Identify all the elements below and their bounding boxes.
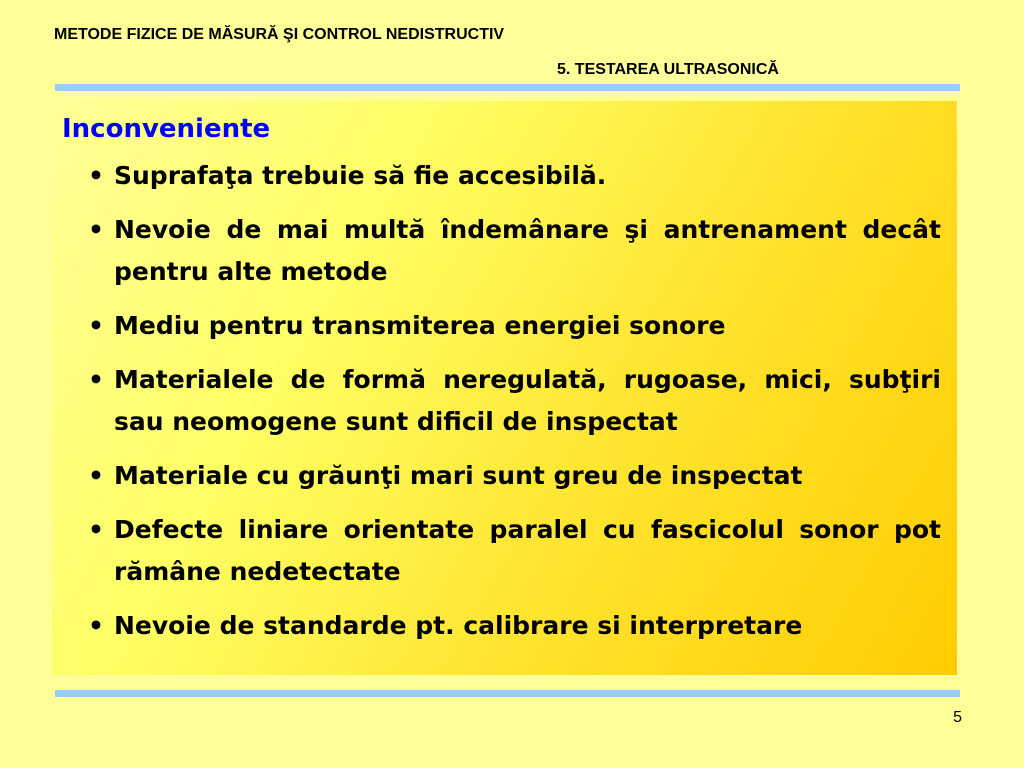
bullet-icon: • bbox=[88, 161, 104, 190]
list-item bbox=[62, 305, 941, 347]
bullet-icon: • bbox=[88, 365, 104, 394]
list-item bbox=[62, 359, 941, 443]
slide-header-title: METODE FIZICE DE MĂSURĂ ŞI CONTROL NEDISTRUCTIV bbox=[54, 26, 505, 43]
slide-section-subtitle: 5. TESTAREA ULTRASONICĂ bbox=[557, 61, 779, 78]
list-item bbox=[62, 209, 941, 293]
bullet-icon: • bbox=[88, 461, 104, 490]
list-item bbox=[62, 509, 941, 593]
page-number: 5 bbox=[953, 709, 962, 726]
list-item-text: Materialele de formă neregulată, rugoase, mici, subţiri sau neomogene sunt dificil de inspectat bbox=[114, 365, 941, 436]
list-item-text: Suprafaţa trebuie să fie accesibilă. bbox=[114, 161, 607, 190]
bottom-divider bbox=[55, 690, 960, 697]
list-item-text: Nevoie de mai multă îndemânare şi antrenament decât pentru alte metode bbox=[114, 215, 941, 286]
bullet-icon: • bbox=[88, 215, 104, 244]
list-item bbox=[62, 155, 941, 197]
bullet-icon: • bbox=[88, 611, 104, 640]
list-item bbox=[62, 605, 941, 647]
list-item-text: Materiale cu grăunţi mari sunt greu de inspectat bbox=[114, 461, 803, 490]
list-item bbox=[62, 455, 941, 497]
list-item-text: Defecte liniare orientate paralel cu fascicolul sonor pot rămâne nedetectate bbox=[114, 515, 941, 586]
list-item-text: Nevoie de standarde pt. calibrare si interpretare bbox=[114, 611, 803, 640]
bullet-list bbox=[62, 155, 941, 647]
top-divider bbox=[55, 84, 960, 91]
content-panel bbox=[52, 101, 957, 675]
bullet-icon: • bbox=[88, 515, 104, 544]
bullet-icon: • bbox=[88, 311, 104, 340]
list-item-text: Mediu pentru transmiterea energiei sonore bbox=[114, 311, 726, 340]
section-heading: Inconveniente bbox=[62, 114, 271, 144]
